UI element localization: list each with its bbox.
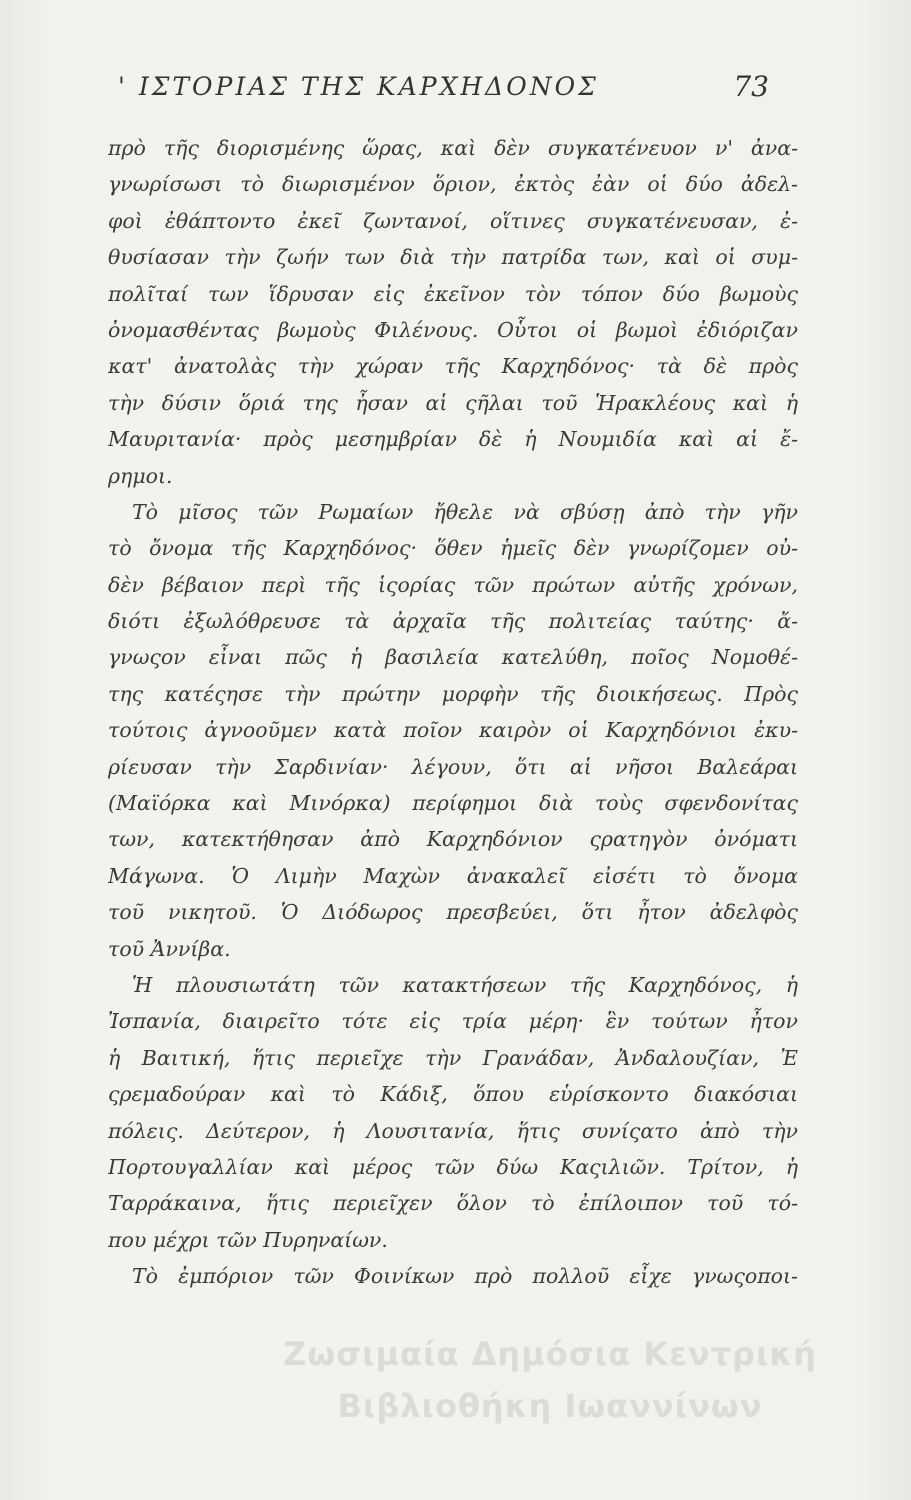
text-line: Μάγωνα. Ὁ Λιμὴν Μαχὼν ἀνακαλεῖ εἰσέτι τὸ ὄνομα — [108, 863, 798, 888]
text-line: ρημοι. — [108, 463, 173, 488]
library-watermark — [200, 1328, 900, 1432]
text-line: τὴν δύσιν ὅριά της ἦσαν αἱ ςῆλαι τοῦ Ἡρακλέους καὶ ἡ — [108, 390, 798, 415]
text-line: Μαυριτανία· πρὸς μεσημβρίαν δὲ ἡ Νουμιδία καὶ αἱ ἔ- — [108, 427, 798, 452]
paragraph-start-line: Τὸ μῖσος τῶν Ρωμαίων ἤθελε νὰ σβύσῃ ἀπὸ τὴν γῆν — [132, 499, 798, 524]
text-line: ὀνομασθέντας βωμοὺς Φιλένους. Οὗτοι οἱ βωμοὶ ἐδιόριζαν — [108, 317, 798, 342]
page-header — [118, 70, 769, 120]
text-line: (Μαϊόρκα καὶ Μινόρκα) περίφημοι διὰ τοὺς σφενδονίτας — [108, 791, 798, 816]
text-line: ἡ Βαιτική, ἥτις περιεῖχε τὴν Γρανάδαν, Ἀνδαλουζίαν, Ἐ — [108, 1045, 798, 1070]
text-line: ςρεμαδούραν καὶ τὸ Κάδιξ, ὅπου εὑρίσκοντο διακόσιαι — [108, 1082, 798, 1107]
paragraph-start-line: Ἡ πλουσιωτάτη τῶν κατακτήσεων τῆς Καρχηδόνος, ἡ — [132, 972, 798, 997]
text-line: πολῖταί των ἵδρυσαν εἰς ἐκεῖνον τὸν τόπον δύο βωμοὺς — [108, 281, 798, 306]
text-line: τοῦ νικητοῦ. Ὁ Διόδωρος πρεσβεύει, ὅτι ἦτον ἀδελφὸς — [108, 900, 798, 925]
text-line: τούτοις ἀγνοοῦμεν κατὰ ποῖον καιρὸν οἱ Καρχηδόνιοι ἐκυ- — [108, 718, 798, 743]
text-line: διότι ἐξωλόθρευσε τὰ ἀρχαῖα τῆς πολιτείας ταύτης· ἄ- — [108, 609, 798, 634]
running-title: ' ΙΣΤΟΡΙΑΣ ΤΗΣ ΚΑΡΧΗΔΟΝΟΣ — [118, 72, 599, 101]
text-line: γνωςον εἶναι πῶς ἡ βασιλεία κατελύθη, ποῖος Νομοθέ- — [108, 645, 798, 670]
text-line: Ἰσπανία, διαιρεῖτο τότε εἰς τρία μέρη· ἓν τούτων ἦτον — [108, 1009, 798, 1034]
watermark-line: Ζωσιμαία Δημόσια Κεντρική — [283, 1335, 817, 1373]
text-line: Πορτουγαλλίαν καὶ μέρος τῶν δύω Καςιλιῶν. Τρίτον, ἡ — [108, 1154, 798, 1179]
text-line: πόλεις. Δεύτερον, ἡ Λουσιτανία, ἥτις συνίςατο ἀπὸ τὴν — [108, 1118, 798, 1143]
text-line: που μέχρι τῶν Πυρηναίων. — [108, 1227, 388, 1252]
watermark-line: Βιβλιοθήκη Ιωαννίνων — [337, 1387, 763, 1425]
text-line: ρίευσαν τὴν Σαρδινίαν· λέγουν, ὅτι αἱ νῆσοι Βαλεάραι — [108, 754, 798, 779]
text-line: κατ' ἀνατολὰς τὴν χώραν τῆς Καρχηδόνος· τὰ δὲ πρὸς — [108, 354, 798, 379]
text-line: πρὸ τῆς διορισμένης ὥρας, καὶ δὲν συγκατένευον ν' ἀνα- — [108, 136, 798, 160]
text-line: της κατέςησε τὴν πρώτην μορφὴν τῆς διοικήσεως. Πρὸς — [108, 681, 798, 706]
text-line: γνωρίσωσι τὸ διωρισμένον ὅριον, ἐκτὸς ἐὰν οἱ δύο ἀδελ- — [108, 172, 798, 197]
text-line: τὸ ὄνομα τῆς Καρχηδόνος· ὅθεν ἡμεῖς δὲν γνωρίζομεν οὐ- — [108, 536, 798, 561]
text-line: δὲν βέβαιον περὶ τῆς ἱςορίας τῶν πρώτων αὐτῆς χρόνων, — [108, 572, 798, 597]
text-line: των, κατεκτήθησαν ἀπὸ Καρχηδόνιον ςρατηγὸν ὀνόματι — [108, 827, 798, 852]
body-text — [108, 130, 798, 1295]
text-line: θυσίασαν τὴν ζωήν των διὰ τὴν πατρίδα των, καὶ οἱ συμ- — [108, 245, 798, 270]
paragraph-start-line: Τὸ ἐμπόριον τῶν Φοινίκων πρὸ πολλοῦ εἶχε γνωςοποι- — [132, 1264, 798, 1289]
page-number: 73 — [733, 70, 769, 103]
text-line: Ταρράκαινα, ἥτις περιεῖχεν ὅλον τὸ ἐπίλοιπον τοῦ τό- — [108, 1191, 798, 1216]
text-line: φοὶ ἐθάπτοντο ἐκεῖ ζωντανοί, οἵτινες συγκατένευσαν, ἐ- — [108, 208, 798, 233]
text-line: τοῦ Ἀννίβα. — [108, 936, 231, 961]
